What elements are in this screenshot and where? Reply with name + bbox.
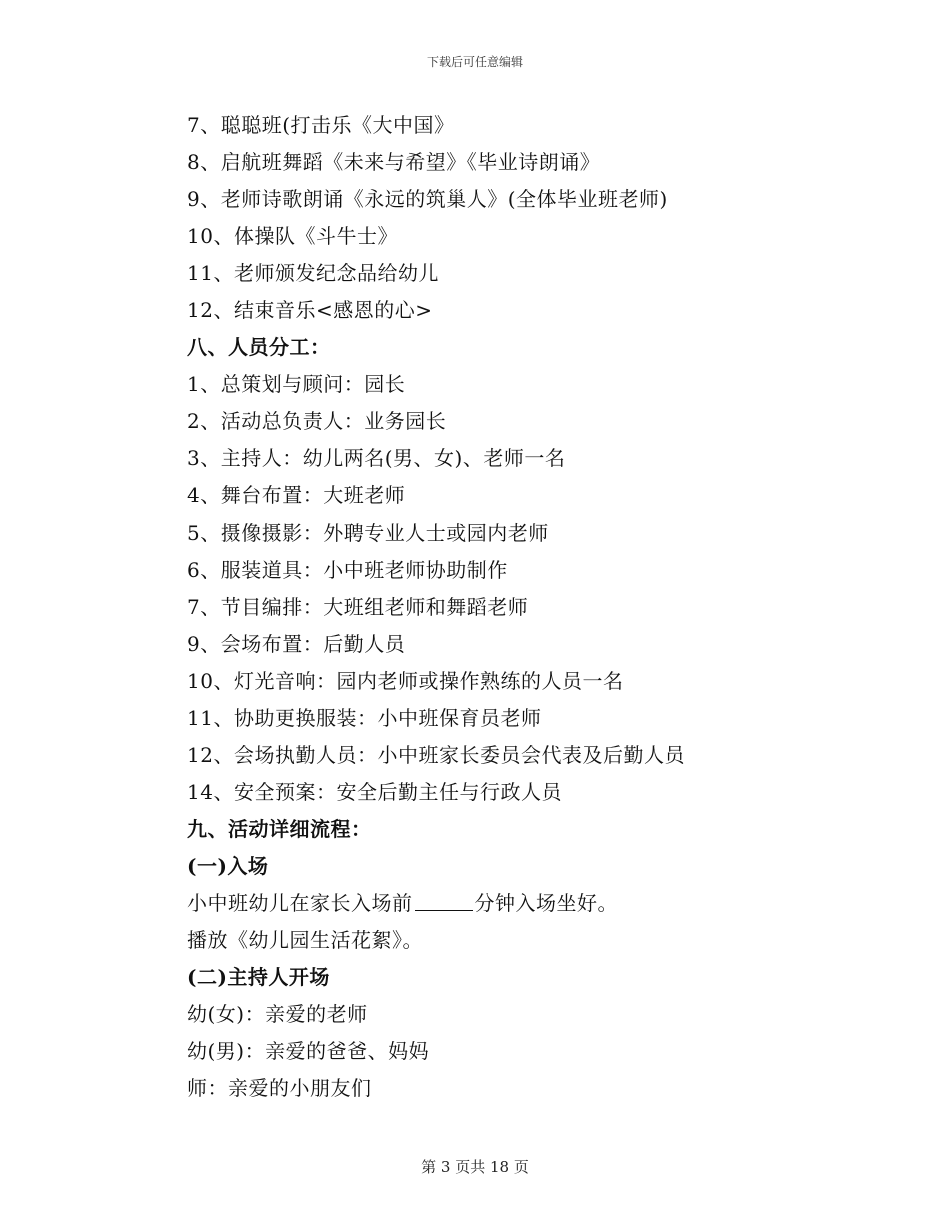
program-item: 11、老师颁发纪念品给幼儿 bbox=[187, 261, 439, 286]
staff-item: 5、摄像摄影：外聘专业人士或园内老师 bbox=[187, 520, 549, 545]
program-item: 7、聪聪班(打击乐《大中国》 bbox=[187, 113, 455, 137]
page-footer: 第 3 页共 18 页 bbox=[421, 1158, 529, 1176]
staff-item: 2、活动总负责人：业务园长 bbox=[187, 409, 447, 434]
staff-item: 12、会场执勤人员：小中班家长委员会代表及后勤人员 bbox=[187, 742, 685, 767]
staff-item: 6、服装道具：小中班老师协助制作 bbox=[187, 557, 508, 582]
section-heading-process: 九、活动详细流程： bbox=[187, 816, 372, 841]
entrance-text-after: 分钟入场坐好。 bbox=[474, 890, 618, 915]
staff-item: 10、灯光音响：园内老师或操作熟练的人员一名 bbox=[187, 668, 624, 693]
program-item: 12、结束音乐<感恩的心> bbox=[187, 298, 433, 323]
section-heading-staffing: 八、人员分工： bbox=[187, 335, 331, 360]
entrance-line: 播放《幼儿园生活花絮》。 bbox=[187, 928, 423, 953]
program-item: 9、老师诗歌朗诵《永远的筑巢人》(全体毕业班老师) bbox=[187, 187, 668, 212]
staff-item: 1、总策划与顾问：园长 bbox=[187, 372, 406, 397]
dialogue-line: 幼(女)：亲爱的老师 bbox=[187, 1002, 368, 1027]
staff-item: 3、主持人：幼儿两名(男、女)、老师一名 bbox=[187, 446, 566, 471]
page-header: 下载后可任意编辑 bbox=[426, 55, 523, 69]
document-body bbox=[187, 107, 887, 1107]
staff-item: 9、会场布置：后勤人员 bbox=[187, 631, 406, 656]
staff-item: 4、舞台布置：大班老师 bbox=[187, 483, 406, 508]
program-item: 8、启航班舞蹈《未来与希望》《毕业诗朗诵》 bbox=[187, 150, 601, 175]
fill-in-blank bbox=[415, 890, 473, 911]
staff-item: 11、协助更换服装：小中班保育员老师 bbox=[187, 705, 542, 730]
subsection-heading-host-opening: (二)主持人开场 bbox=[187, 965, 330, 990]
dialogue-line: 师：亲爱的小朋友们 bbox=[187, 1076, 372, 1101]
staff-item: 7、节目编排：大班组老师和舞蹈老师 bbox=[187, 594, 529, 619]
subsection-heading-entrance: (一)入场 bbox=[187, 853, 269, 878]
dialogue-line: 幼(男)：亲爱的爸爸、妈妈 bbox=[187, 1039, 430, 1064]
entrance-text-before: 小中班幼儿在家长入场前 bbox=[187, 890, 413, 915]
entrance-line bbox=[187, 885, 887, 922]
staff-item: 14、安全预案：安全后勤主任与行政人员 bbox=[187, 779, 562, 804]
program-item: 10、体操队《斗牛士》 bbox=[187, 224, 398, 249]
